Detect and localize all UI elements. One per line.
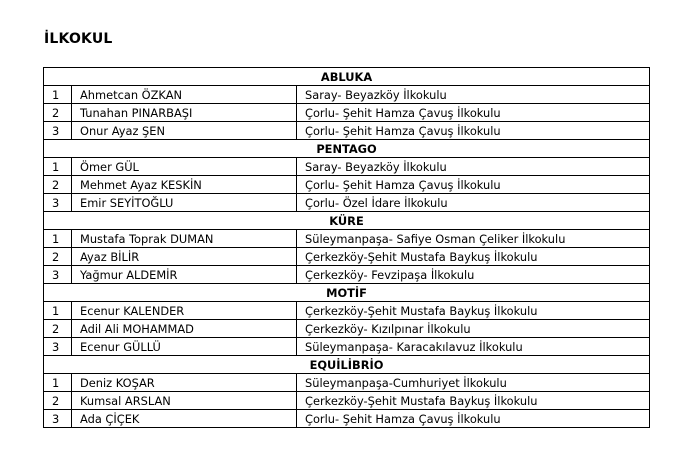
page-title: İLKOKUL [44,31,113,47]
rank-cell: 2 [44,176,72,194]
school-cell: Süleymanpaşa- Safiye Osman Çeliker İlkokulu [297,230,650,248]
team-name: ABLUKA [44,68,650,86]
student-name-cell: Adil Ali MOHAMMAD [72,320,297,338]
student-name-cell: Mustafa Toprak DUMAN [72,230,297,248]
rank-cell: 2 [44,104,72,122]
student-name-cell: Ada ÇİÇEK [72,410,297,428]
team-header-row [44,140,650,158]
school-cell: Süleymanpaşa- Karacakılavuz İlkokulu [297,338,650,356]
student-name-cell: Deniz KOŞAR [72,374,297,392]
school-cell: Çorlu- Şehit Hamza Çavuş İlkokulu [297,104,650,122]
team-name: KÜRE [44,212,650,230]
student-name-cell: Ayaz BİLİR [72,248,297,266]
team-name: EQUİLİBRİO [44,356,650,374]
table-row [44,266,650,284]
student-name-cell: Onur Ayaz ŞEN [72,122,297,140]
school-cell: Çorlu- Şehit Hamza Çavuş İlkokulu [297,410,650,428]
results-table [43,67,650,428]
table-row [44,410,650,428]
school-cell: Süleymanpaşa-Cumhuriyet İlkokulu [297,374,650,392]
table-row [44,230,650,248]
team-header-row [44,68,650,86]
school-cell: Çerkezköy-Şehit Mustafa Baykuş İlkokulu [297,302,650,320]
student-name-cell: Emir SEYİTOĞLU [72,194,297,212]
table-row [44,338,650,356]
team-name: MOTİF [44,284,650,302]
student-name-cell: Kumsal ARSLAN [72,392,297,410]
table-row [44,248,650,266]
table-row [44,194,650,212]
school-cell: Çerkezköy- Kızılpınar İlkokulu [297,320,650,338]
school-cell: Çorlu- Şehit Hamza Çavuş İlkokulu [297,176,650,194]
rank-cell: 1 [44,374,72,392]
table-row [44,374,650,392]
school-cell: Çerkezköy-Şehit Mustafa Baykuş İlkokulu [297,392,650,410]
table-row [44,122,650,140]
student-name-cell: Ecenur GÜLLÜ [72,338,297,356]
rank-cell: 2 [44,392,72,410]
rank-cell: 3 [44,194,72,212]
team-header-row [44,356,650,374]
student-name-cell: Ahmetcan ÖZKAN [72,86,297,104]
student-name-cell: Mehmet Ayaz KESKİN [72,176,297,194]
rank-cell: 3 [44,122,72,140]
rank-cell: 3 [44,338,72,356]
school-cell: Saray- Beyazköy İlkokulu [297,158,650,176]
school-cell: Çerkezköy- Fevzipaşa İlkokulu [297,266,650,284]
table-row [44,302,650,320]
rank-cell: 1 [44,230,72,248]
school-cell: Saray- Beyazköy İlkokulu [297,86,650,104]
team-header-row [44,284,650,302]
table-row [44,158,650,176]
rank-cell: 2 [44,320,72,338]
school-cell: Çorlu- Özel İdare İlkokulu [297,194,650,212]
team-name: PENTAGO [44,140,650,158]
table-row [44,176,650,194]
table-row [44,320,650,338]
rank-cell: 1 [44,302,72,320]
school-cell: Çorlu- Şehit Hamza Çavuş İlkokulu [297,122,650,140]
rank-cell: 3 [44,266,72,284]
student-name-cell: Ömer GÜL [72,158,297,176]
table-row [44,392,650,410]
student-name-cell: Yağmur ALDEMİR [72,266,297,284]
rank-cell: 1 [44,86,72,104]
rank-cell: 1 [44,158,72,176]
rank-cell: 2 [44,248,72,266]
team-header-row [44,212,650,230]
table-row [44,86,650,104]
school-cell: Çerkezköy-Şehit Mustafa Baykuş İlkokulu [297,248,650,266]
table-row [44,104,650,122]
rank-cell: 3 [44,410,72,428]
student-name-cell: Ecenur KALENDER [72,302,297,320]
student-name-cell: Tunahan PINARBAŞI [72,104,297,122]
